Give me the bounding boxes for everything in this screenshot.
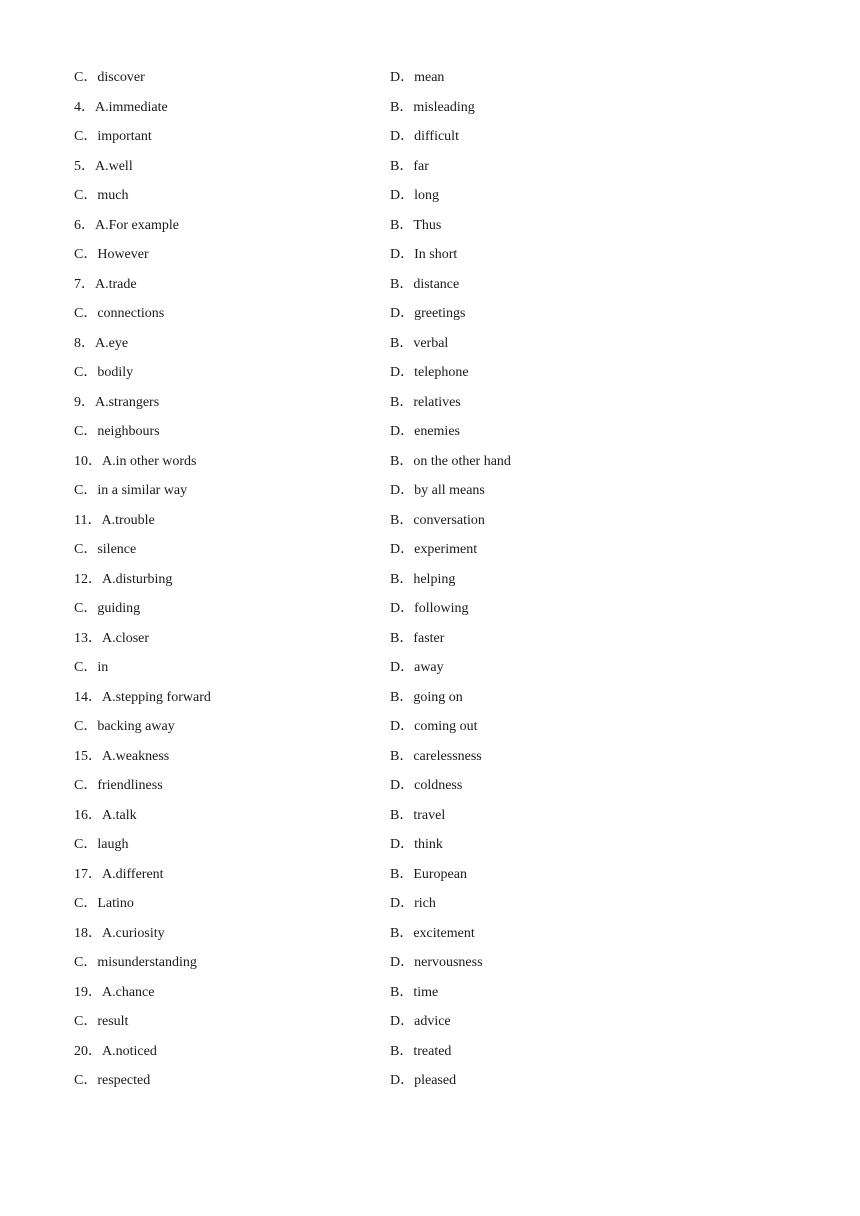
option-row <box>74 657 794 687</box>
option-right: B．carelessness <box>390 748 482 764</box>
option-left: 13．A.closer <box>74 630 150 646</box>
option-right: B．distance <box>390 276 460 292</box>
option-left: C．discover <box>74 70 145 85</box>
option-right: D．long <box>390 188 439 203</box>
option-left: 11．A.trouble <box>74 512 155 528</box>
option-right: D．by all means <box>390 483 485 498</box>
option-left: C．However <box>74 247 149 262</box>
option-left: C．important <box>74 129 152 144</box>
option-row <box>74 805 794 835</box>
option-right: D．In short <box>390 247 458 262</box>
option-right: B．faster <box>390 630 445 646</box>
option-right: D．think <box>390 837 443 852</box>
option-right: B．time <box>390 984 439 1000</box>
option-right: B．helping <box>390 571 456 587</box>
option-row <box>74 628 794 658</box>
option-row <box>74 97 794 127</box>
option-row <box>74 923 794 953</box>
option-left: C．respected <box>74 1073 151 1088</box>
option-left: C．laugh <box>74 837 129 852</box>
option-row <box>74 1041 794 1071</box>
option-row <box>74 67 794 97</box>
option-right: D．difficult <box>390 129 459 144</box>
option-right: B．on the other hand <box>390 453 511 469</box>
option-right: D．rich <box>390 896 436 911</box>
option-left: 19．A.chance <box>74 984 155 1000</box>
option-left: 12．A.disturbing <box>74 571 173 587</box>
option-row <box>74 451 794 481</box>
option-left: C．in <box>74 660 109 675</box>
option-row <box>74 834 794 864</box>
option-right: D．greetings <box>390 306 466 321</box>
option-right: B．going on <box>390 689 463 705</box>
option-left: C．in a similar way <box>74 483 188 498</box>
option-row <box>74 982 794 1012</box>
option-right: B．European <box>390 866 467 882</box>
option-right: B．misleading <box>390 99 475 115</box>
option-row <box>74 746 794 776</box>
option-left: C．bodily <box>74 365 134 380</box>
option-right: B．relatives <box>390 394 461 410</box>
option-left: C．silence <box>74 542 137 557</box>
option-left: 9．A.strangers <box>74 394 160 410</box>
option-row <box>74 569 794 599</box>
option-right: D．coldness <box>390 778 463 793</box>
option-row <box>74 687 794 717</box>
option-row <box>74 126 794 156</box>
option-row <box>74 775 794 805</box>
option-row <box>74 952 794 982</box>
option-left: C．misunderstanding <box>74 955 197 970</box>
option-right: B．verbal <box>390 335 449 351</box>
option-left: 17．A.different <box>74 866 164 882</box>
option-left: 4．A.immediate <box>74 99 168 115</box>
option-row <box>74 215 794 245</box>
option-left: 16．A.talk <box>74 807 137 823</box>
option-right: D．coming out <box>390 719 478 734</box>
option-left: 18．A.curiosity <box>74 925 165 941</box>
option-row <box>74 392 794 422</box>
option-left: 7．A.trade <box>74 276 137 292</box>
option-right: D．nervousness <box>390 955 483 970</box>
option-row <box>74 1011 794 1041</box>
option-row <box>74 598 794 628</box>
option-right: B．treated <box>390 1043 452 1059</box>
option-left: 10．A.in other words <box>74 453 197 469</box>
answer-options-list <box>74 67 794 1100</box>
option-right: B．travel <box>390 807 446 823</box>
option-left: 5．A.well <box>74 158 133 174</box>
option-left: C．connections <box>74 306 165 321</box>
option-right: B．excitement <box>390 925 475 941</box>
option-row <box>74 716 794 746</box>
option-row <box>74 421 794 451</box>
option-left: C．guiding <box>74 601 141 616</box>
option-right: D．mean <box>390 70 445 85</box>
option-right: B．Thus <box>390 217 442 233</box>
option-row <box>74 185 794 215</box>
option-left: C．friendliness <box>74 778 163 793</box>
option-left: C．Latino <box>74 896 134 911</box>
option-row <box>74 1070 794 1100</box>
option-left: C．backing away <box>74 719 175 734</box>
option-right: D．pleased <box>390 1073 457 1088</box>
option-row <box>74 333 794 363</box>
option-row <box>74 510 794 540</box>
option-right: D．telephone <box>390 365 469 380</box>
option-row <box>74 539 794 569</box>
option-left: 8．A.eye <box>74 335 129 351</box>
option-row <box>74 362 794 392</box>
option-row <box>74 274 794 304</box>
option-right: D．advice <box>390 1014 451 1029</box>
option-row <box>74 244 794 274</box>
option-right: D．away <box>390 660 444 675</box>
option-row <box>74 156 794 186</box>
option-left: 15．A.weakness <box>74 748 170 764</box>
option-left: 6．A.For example <box>74 217 179 233</box>
option-right: D．experiment <box>390 542 478 557</box>
option-left: 20．A.noticed <box>74 1043 157 1059</box>
option-row <box>74 893 794 923</box>
option-row <box>74 480 794 510</box>
option-right: D．following <box>390 601 469 616</box>
option-row <box>74 303 794 333</box>
option-left: C．neighbours <box>74 424 160 439</box>
option-right: B．far <box>390 158 429 174</box>
option-right: B．conversation <box>390 512 485 528</box>
option-left: 14．A.stepping forward <box>74 689 211 705</box>
option-left: C．result <box>74 1014 129 1029</box>
option-row <box>74 864 794 894</box>
option-left: C．much <box>74 188 129 203</box>
option-right: D．enemies <box>390 424 460 439</box>
